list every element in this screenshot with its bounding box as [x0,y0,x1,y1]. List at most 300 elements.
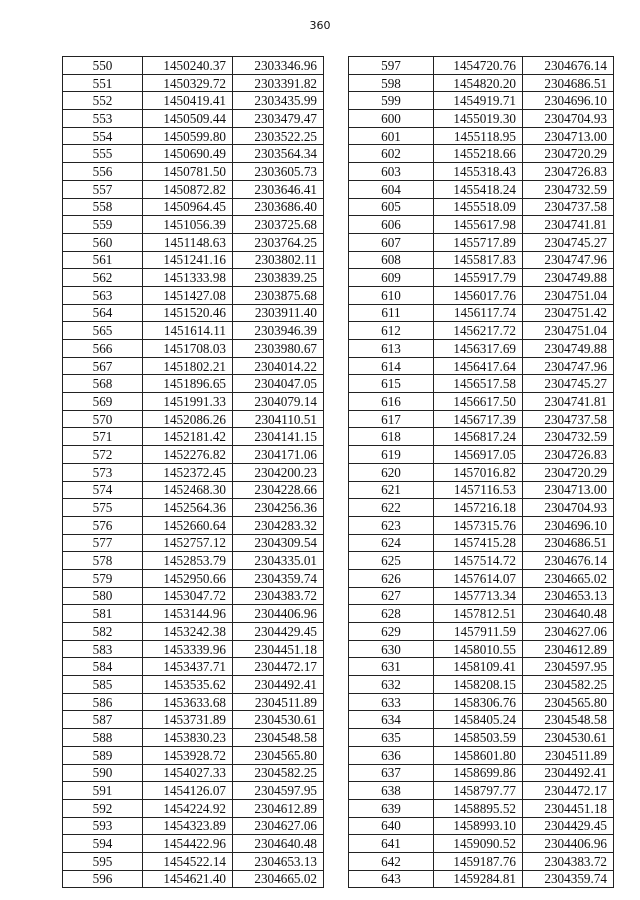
table-row [349,569,614,587]
table-row [63,782,324,800]
y-coordinate: 2304597.95 [523,658,614,676]
y-coordinate: 2304047.05 [233,375,324,393]
y-coordinate: 2303946.39 [233,322,324,340]
point-number: 616 [349,393,434,411]
y-coordinate: 2303725.68 [233,216,324,234]
y-coordinate: 2304686.51 [523,74,614,92]
point-number: 613 [349,340,434,358]
point-number: 586 [63,693,143,711]
x-coordinate: 1454323.89 [143,817,233,835]
x-coordinate: 1456917.05 [434,446,523,464]
y-coordinate: 2303435.99 [233,92,324,110]
x-coordinate: 1454820.20 [434,74,523,92]
table-row [63,110,324,128]
x-coordinate: 1458208.15 [434,676,523,694]
table-row [349,57,614,75]
table-row [63,446,324,464]
point-number: 598 [349,74,434,92]
y-coordinate: 2304548.58 [233,729,324,747]
x-coordinate: 1455418.24 [434,180,523,198]
point-number: 631 [349,658,434,676]
x-coordinate: 1453242.38 [143,623,233,641]
x-coordinate: 1451614.11 [143,322,233,340]
table-row [63,428,324,446]
page-number: 360 [309,19,331,32]
y-coordinate: 2303764.25 [233,233,324,251]
table-row [349,605,614,623]
x-coordinate: 1451708.03 [143,340,233,358]
x-coordinate: 1452564.36 [143,499,233,517]
x-coordinate: 1458895.52 [434,799,523,817]
table-row [63,216,324,234]
y-coordinate: 2304745.27 [523,375,614,393]
point-number: 570 [63,410,143,428]
x-coordinate: 1451241.16 [143,251,233,269]
table-row [349,516,614,534]
y-coordinate: 2304704.93 [523,499,614,517]
x-coordinate: 1456517.58 [434,375,523,393]
y-coordinate: 2304676.14 [523,57,614,75]
y-coordinate: 2304640.48 [233,835,324,853]
y-coordinate: 2304383.72 [233,587,324,605]
point-number: 561 [63,251,143,269]
y-coordinate: 2304141.15 [233,428,324,446]
y-coordinate: 2303646.41 [233,180,324,198]
x-coordinate: 1459284.81 [434,870,523,888]
table-row [63,729,324,747]
table-row [63,764,324,782]
x-coordinate: 1456217.72 [434,322,523,340]
y-coordinate: 2304530.61 [523,729,614,747]
point-number: 556 [63,163,143,181]
point-number: 626 [349,569,434,587]
point-number: 592 [63,799,143,817]
x-coordinate: 1452468.30 [143,481,233,499]
x-coordinate: 1452181.42 [143,428,233,446]
point-number: 555 [63,145,143,163]
x-coordinate: 1457514.72 [434,552,523,570]
y-coordinate: 2303564.34 [233,145,324,163]
y-coordinate: 2304747.96 [523,251,614,269]
point-number: 627 [349,587,434,605]
table-row [63,57,324,75]
y-coordinate: 2304383.72 [523,852,614,870]
y-coordinate: 2304751.04 [523,286,614,304]
point-number: 634 [349,711,434,729]
x-coordinate: 1453731.89 [143,711,233,729]
table-row [63,92,324,110]
y-coordinate: 2304171.06 [233,446,324,464]
table-row [349,216,614,234]
table-row [349,499,614,517]
x-coordinate: 1457911.59 [434,623,523,641]
table-row [63,676,324,694]
table-row [349,552,614,570]
x-coordinate: 1450329.72 [143,74,233,92]
table-row [349,852,614,870]
x-coordinate: 1455318.43 [434,163,523,181]
y-coordinate: 2303980.67 [233,340,324,358]
x-coordinate: 1458405.24 [434,711,523,729]
point-number: 568 [63,375,143,393]
point-number: 558 [63,198,143,216]
y-coordinate: 2303522.25 [233,127,324,145]
y-coordinate: 2304079.14 [233,393,324,411]
point-number: 639 [349,799,434,817]
y-coordinate: 2304741.81 [523,216,614,234]
x-coordinate: 1451427.08 [143,286,233,304]
point-number: 554 [63,127,143,145]
table-row [349,269,614,287]
x-coordinate: 1455118.95 [434,127,523,145]
x-coordinate: 1453535.62 [143,676,233,694]
point-number: 602 [349,145,434,163]
x-coordinate: 1451896.65 [143,375,233,393]
y-coordinate: 2304696.10 [523,92,614,110]
table-row [349,534,614,552]
y-coordinate: 2303875.68 [233,286,324,304]
x-coordinate: 1454422.96 [143,835,233,853]
table-row [349,251,614,269]
point-number: 622 [349,499,434,517]
point-number: 580 [63,587,143,605]
x-coordinate: 1454919.71 [434,92,523,110]
point-number: 552 [63,92,143,110]
table-row [349,799,614,817]
y-coordinate: 2304530.61 [233,711,324,729]
y-coordinate: 2304565.80 [233,746,324,764]
x-coordinate: 1455019.30 [434,110,523,128]
table-row [63,658,324,676]
table-row [349,658,614,676]
point-number: 595 [63,852,143,870]
y-coordinate: 2304720.29 [523,463,614,481]
x-coordinate: 1450781.50 [143,163,233,181]
table-row [349,623,614,641]
table-row [349,446,614,464]
y-coordinate: 2304283.32 [233,516,324,534]
x-coordinate: 1458797.77 [434,782,523,800]
point-number: 571 [63,428,143,446]
point-number: 585 [63,676,143,694]
point-number: 562 [63,269,143,287]
y-coordinate: 2304726.83 [523,446,614,464]
x-coordinate: 1457415.28 [434,534,523,552]
x-coordinate: 1454224.92 [143,799,233,817]
point-number: 606 [349,216,434,234]
point-number: 566 [63,340,143,358]
y-coordinate: 2304676.14 [523,552,614,570]
x-coordinate: 1454027.33 [143,764,233,782]
y-coordinate: 2304200.23 [233,463,324,481]
point-number: 565 [63,322,143,340]
y-coordinate: 2304640.48 [523,605,614,623]
point-number: 578 [63,552,143,570]
x-coordinate: 1450240.37 [143,57,233,75]
table-row [63,481,324,499]
y-coordinate: 2304665.02 [233,870,324,888]
point-number: 596 [63,870,143,888]
table-row [63,534,324,552]
x-coordinate: 1451333.98 [143,269,233,287]
y-coordinate: 2304492.41 [523,764,614,782]
table-row [349,393,614,411]
x-coordinate: 1452660.64 [143,516,233,534]
x-coordinate: 1457016.82 [434,463,523,481]
table-row [349,428,614,446]
point-number: 590 [63,764,143,782]
point-number: 636 [349,746,434,764]
y-coordinate: 2304256.36 [233,499,324,517]
table-row [349,870,614,888]
table-row [349,357,614,375]
table-row [63,375,324,393]
y-coordinate: 2304511.89 [233,693,324,711]
y-coordinate: 2304696.10 [523,516,614,534]
table-row [63,251,324,269]
table-row [63,817,324,835]
x-coordinate: 1456317.69 [434,340,523,358]
table-row [349,375,614,393]
x-coordinate: 1457812.51 [434,605,523,623]
y-coordinate: 2304745.27 [523,233,614,251]
y-coordinate: 2303686.40 [233,198,324,216]
x-coordinate: 1455518.09 [434,198,523,216]
y-coordinate: 2304335.01 [233,552,324,570]
y-coordinate: 2304582.25 [523,676,614,694]
y-coordinate: 2304720.29 [523,145,614,163]
point-number: 589 [63,746,143,764]
y-coordinate: 2304747.96 [523,357,614,375]
point-number: 569 [63,393,143,411]
table-row [349,693,614,711]
x-coordinate: 1452950.66 [143,569,233,587]
point-number: 617 [349,410,434,428]
table-row [63,852,324,870]
table-row [349,340,614,358]
x-coordinate: 1450690.49 [143,145,233,163]
point-number: 637 [349,764,434,782]
y-coordinate: 2304511.89 [523,746,614,764]
y-coordinate: 2304741.81 [523,393,614,411]
table-row [63,393,324,411]
y-coordinate: 2303802.11 [233,251,324,269]
x-coordinate: 1450419.41 [143,92,233,110]
point-number: 588 [63,729,143,747]
x-coordinate: 1451802.21 [143,357,233,375]
point-number: 614 [349,357,434,375]
y-coordinate: 2304713.00 [523,481,614,499]
point-number: 587 [63,711,143,729]
y-coordinate: 2303479.47 [233,110,324,128]
point-number: 591 [63,782,143,800]
x-coordinate: 1456617.50 [434,393,523,411]
x-coordinate: 1453339.96 [143,640,233,658]
point-number: 608 [349,251,434,269]
x-coordinate: 1450964.45 [143,198,233,216]
x-coordinate: 1456717.39 [434,410,523,428]
point-number: 581 [63,605,143,623]
y-coordinate: 2304014.22 [233,357,324,375]
table-row [63,233,324,251]
table-row [63,605,324,623]
table-row [349,764,614,782]
y-coordinate: 2304732.59 [523,428,614,446]
table-row [349,322,614,340]
x-coordinate: 1454126.07 [143,782,233,800]
point-number: 583 [63,640,143,658]
point-number: 601 [349,127,434,145]
point-number: 553 [63,110,143,128]
y-coordinate: 2304429.45 [233,623,324,641]
point-number: 600 [349,110,434,128]
table-row [349,587,614,605]
y-coordinate: 2304751.42 [523,304,614,322]
x-coordinate: 1455917.79 [434,269,523,287]
table-row [63,74,324,92]
table-row [349,74,614,92]
x-coordinate: 1451520.46 [143,304,233,322]
y-coordinate: 2304612.89 [523,640,614,658]
table-row [63,499,324,517]
table-row [349,233,614,251]
x-coordinate: 1458601.80 [434,746,523,764]
table-row [63,180,324,198]
x-coordinate: 1457315.76 [434,516,523,534]
point-number: 573 [63,463,143,481]
point-number: 619 [349,446,434,464]
x-coordinate: 1458109.41 [434,658,523,676]
x-coordinate: 1456117.74 [434,304,523,322]
y-coordinate: 2304406.96 [233,605,324,623]
table-row [63,269,324,287]
table-row [63,340,324,358]
point-number: 630 [349,640,434,658]
table-row [349,676,614,694]
table-row [349,729,614,747]
x-coordinate: 1450872.82 [143,180,233,198]
table-row [349,163,614,181]
point-number: 597 [349,57,434,75]
y-coordinate: 2304732.59 [523,180,614,198]
x-coordinate: 1456017.76 [434,286,523,304]
table-row [63,304,324,322]
point-number: 615 [349,375,434,393]
point-number: 623 [349,516,434,534]
x-coordinate: 1456417.64 [434,357,523,375]
y-coordinate: 2304548.58 [523,711,614,729]
point-number: 642 [349,852,434,870]
point-number: 550 [63,57,143,75]
x-coordinate: 1456817.24 [434,428,523,446]
point-number: 582 [63,623,143,641]
table-row [63,569,324,587]
x-coordinate: 1455218.66 [434,145,523,163]
point-number: 609 [349,269,434,287]
x-coordinate: 1458503.59 [434,729,523,747]
y-coordinate: 2304653.13 [523,587,614,605]
point-number: 607 [349,233,434,251]
table-row [349,110,614,128]
table-row [349,481,614,499]
x-coordinate: 1458993.10 [434,817,523,835]
y-coordinate: 2303911.40 [233,304,324,322]
table-row [63,145,324,163]
table-row [349,92,614,110]
x-coordinate: 1459187.76 [434,852,523,870]
y-coordinate: 2304665.02 [523,569,614,587]
x-coordinate: 1453047.72 [143,587,233,605]
table-row [349,711,614,729]
point-number: 575 [63,499,143,517]
point-number: 574 [63,481,143,499]
x-coordinate: 1454522.14 [143,852,233,870]
y-coordinate: 2303346.96 [233,57,324,75]
point-number: 643 [349,870,434,888]
table-row [63,463,324,481]
table-row [63,799,324,817]
point-number: 564 [63,304,143,322]
x-coordinate: 1454720.76 [434,57,523,75]
x-coordinate: 1457614.07 [434,569,523,587]
table-row [63,322,324,340]
y-coordinate: 2304627.06 [233,817,324,835]
point-number: 621 [349,481,434,499]
y-coordinate: 2304597.95 [233,782,324,800]
y-coordinate: 2304751.04 [523,322,614,340]
table-row [349,304,614,322]
point-number: 620 [349,463,434,481]
table-row [63,286,324,304]
point-number: 594 [63,835,143,853]
y-coordinate: 2304565.80 [523,693,614,711]
table-row [63,357,324,375]
y-coordinate: 2304309.54 [233,534,324,552]
point-number: 579 [63,569,143,587]
table-row [63,198,324,216]
x-coordinate: 1458010.55 [434,640,523,658]
x-coordinate: 1453633.68 [143,693,233,711]
table-row [349,746,614,764]
point-number: 584 [63,658,143,676]
x-coordinate: 1451148.63 [143,233,233,251]
x-coordinate: 1455717.89 [434,233,523,251]
y-coordinate: 2304406.96 [523,835,614,853]
point-number: 612 [349,322,434,340]
table-row [349,198,614,216]
y-coordinate: 2304359.74 [233,569,324,587]
x-coordinate: 1453144.96 [143,605,233,623]
point-number: 638 [349,782,434,800]
point-number: 625 [349,552,434,570]
x-coordinate: 1453830.23 [143,729,233,747]
point-number: 635 [349,729,434,747]
table-row [349,180,614,198]
y-coordinate: 2304451.18 [523,799,614,817]
table-row [63,410,324,428]
x-coordinate: 1453928.72 [143,746,233,764]
point-number: 559 [63,216,143,234]
table-row [349,463,614,481]
x-coordinate: 1454621.40 [143,870,233,888]
point-number: 605 [349,198,434,216]
y-coordinate: 2304492.41 [233,676,324,694]
y-coordinate: 2304627.06 [523,623,614,641]
table-row [349,410,614,428]
point-number: 557 [63,180,143,198]
point-number: 629 [349,623,434,641]
point-number: 618 [349,428,434,446]
